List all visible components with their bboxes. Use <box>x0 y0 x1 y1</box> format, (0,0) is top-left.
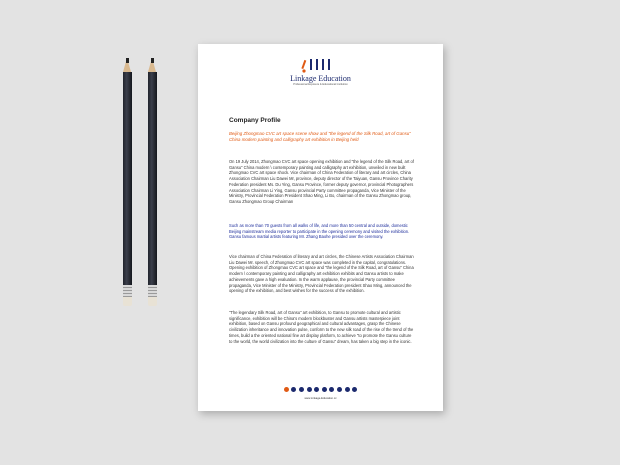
logo-mark-icon <box>301 58 341 73</box>
pencil-eraser <box>123 297 132 306</box>
pencil-eraser <box>148 297 157 306</box>
paragraph-4: "The legendary Silk Road, art of Gansu" art exhibition, to Gansu to promote cultural and artistic significance, exhibition will be China's modern blockbuster and Gansu artists masterpiece joint exhibition, based on Gansu profound geographical and cultural advantages, grasp the Chinese civilization inheritance and innovation pulse, conform to the new silk road of the rise of the trend of the times, build a the oriented national fine art display platform, to achieve "to promote the Gansu culture to the world, the world civilization into the culture of Gansu" dream, has taken a big step in the iconic. <box>229 310 414 344</box>
paragraph-3: Vice chairman of China Federation of literary and art circles, the Chinese Artists Association Chairman Liu Dawei Mr. speech, of Zhongmao CVC art space was completed in the capital, congratulations. Opening exhibition of Zhongmao CVC art space and "the legend of the Silk Road, art of Gansu" China modern \ contemporary painting and calligraphy art exhibition exhibits and Gansu artists to make achievements gave a high evaluation. In the warm applause, the provincial Party committee propaganda, Vice Minister of the Ministry, Provincial Federation president Shao Ming, announced the opening of the exhibition, and best wishes for the success of the exhibition. <box>229 254 414 294</box>
pencil-right <box>148 58 157 308</box>
footer-dot <box>314 387 319 392</box>
pencil-lead <box>151 58 154 63</box>
paragraph-2: Such as more than 70 guests from all walks of life, and more than 50 central and outside, domestic Beijing mainstream media reporter to participate in the opening ceremony and visited the exhibition. Gansu famous martial artists featuring Mr. Zhang Baohe presided over the ceremony. <box>229 223 410 240</box>
footer-dot <box>299 387 304 392</box>
pencil-lead <box>126 58 129 63</box>
pencil-body <box>148 72 157 285</box>
footer-dot <box>329 387 334 392</box>
footer-dots <box>198 387 443 392</box>
footer-dot <box>307 387 312 392</box>
document-page <box>198 44 443 411</box>
footer-dot <box>284 387 289 392</box>
footer-url: www.Linkage-Education.cc <box>304 397 337 400</box>
footer-dot <box>352 387 357 392</box>
logo-tagline: Professional Exposure & Educational Institution <box>293 83 348 86</box>
page-heading: Company Profile <box>229 117 281 124</box>
paragraph-1: On 19 July 2014, Zhongmao CVC art space opening exhibition and "the legend of the Silk Road, art of Gansu" China modern \ contemporary painting and calligraphy art exhibition, unveiled in new built Zhongmao CVC art space shock. Vice chairman of China Federation of literary and art circles, China Association Chairman Liu Dawei Mr, province, deputy director of the Taiyuan, Gansu Province Charity Federation president Ms. Du Ying, Gansu Province, former deputy governor, provincial Photographers Association Chairman Li Ying, Gansu provincial Party committee propaganda, Vice Minister of the Ministry, Provincial Federation President Shao Ming, Li Bo, chairman of the Gansu Zhongmao group, Gansu Zhongmao Group Chairman <box>229 159 414 204</box>
logo-name: Linkage Education <box>290 74 351 83</box>
pencil-ferrule <box>148 285 157 297</box>
pencil-left <box>123 58 132 308</box>
footer-dot <box>291 387 296 392</box>
intro-text: Beijing Zhongmao CVC art space scene show and "the legend of the Silk Road, art of Gansu" China modern painting and calligraphy art exhibition in Beijing held <box>229 131 411 142</box>
footer-dot <box>337 387 342 392</box>
pencil-body <box>123 72 132 285</box>
footer-dot <box>345 387 350 392</box>
pencil-ferrule <box>123 285 132 297</box>
footer-dot <box>322 387 327 392</box>
company-logo <box>198 58 443 86</box>
